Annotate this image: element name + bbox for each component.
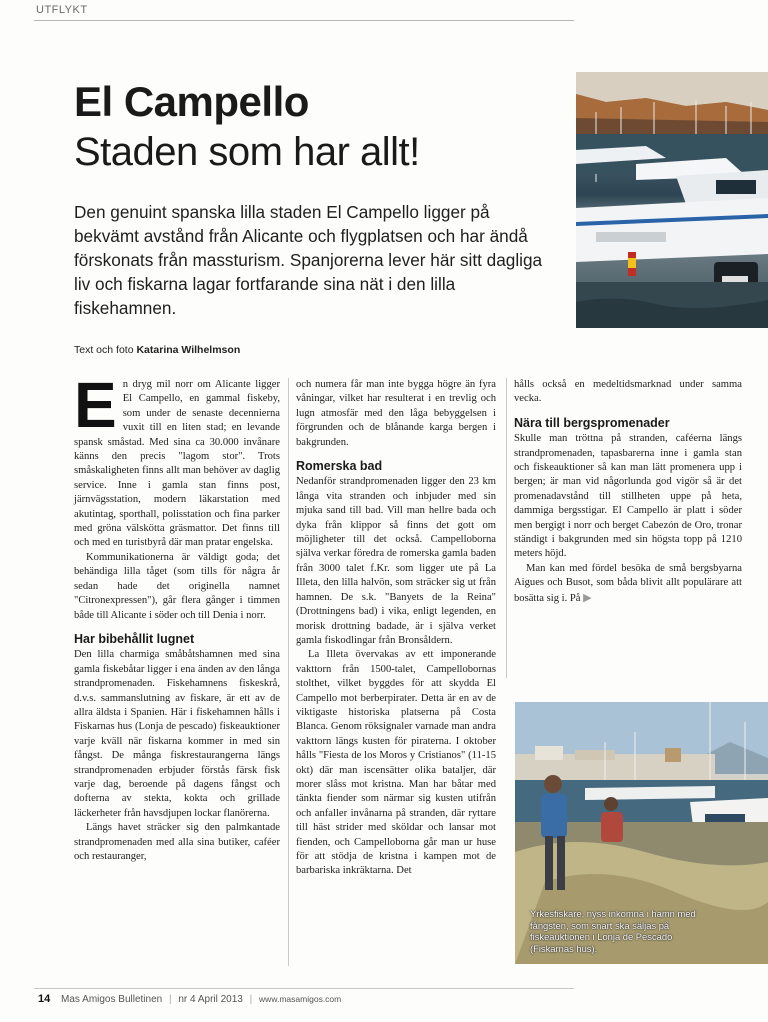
subheadline: Staden som har allt! <box>74 130 420 174</box>
byline-prefix: Text och foto <box>74 344 134 356</box>
marina-photo <box>576 72 768 328</box>
headline: El Campello <box>74 78 309 125</box>
article-column-2 <box>296 378 496 879</box>
subheading: Har bibehållit lugnet <box>74 631 195 646</box>
paragraph: Skulle man tröttna på stranden, caféerna längs strandpromenaden, tapasbarerna inne i gamla stan och fiskeauktioner så kan man lätt promenera upp i bergen; är man vid någorlunda god vigör så är det promenadavstånd till stillheten uppe på heta, dammiga bergsstigar. El Campello är platt i söder men bergigt i norr och berget Cabezón de Oro, tronar ständigt i bakgrunden med sin högsta topp på 1210 meters höjd. <box>514 433 742 560</box>
page-number: 14 <box>38 993 51 1005</box>
paragraph: La Illeta övervakas av ett imponerande vakttorn från 1500-talet, Campellobornas stolthet, vilket byggdes för att skydda El Campello mot berberpirater. Detta är en av de viktigaste historiska platserna på Costa Blanca. Genom röksignaler varnade man andra vakttorn längs kusten för piraterna. I oktober hålls "Fiesta de los Moros y Cristianos" (11-15 okt) där man iscensätter olika bataljer, där morer slåss mot kristna. Man har båtar med tänkta fiender som närmar sig kusten utifrån och anfaller invånarna på stranden, där ryttare till häst strider med sköldar och lansar mot fienden, och Campelloborna går man ur huse för att stödja de kristna i kampen mot de barbariska inkräktarna. Det <box>296 649 496 877</box>
paragraph: Nedanför strandpromenaden ligger den 23 km långa vita stranden och inbjuder med sin mjuka sand till bad. Vill man hellre bada och dyka från klippor så finns det gott om möjligheter till det också. Campelloborna själva verkar föredra de romerska gamla baden från 3000 talet f.Kr. som ligger ute på La Illeta, den lilla halvön, som sträcker sig ut från hamnen. De s.k. "Banyets de la Reina" (Drottningens bad) i vika, enligt legenden, en morisk drottning badade, är i själva verket gamla fiskodlingar från Bronsåldern. <box>296 476 496 646</box>
issue-info: nr 4 April 2013 <box>178 994 243 1005</box>
section-tag: UTFLYKT <box>36 4 88 16</box>
website-url: www.masamigos.com <box>259 994 342 1004</box>
paragraph: och numera får man inte bygga högre än fyra våningar, vilket har resulterat i en trevlig och lugn atmosfär med den låga bebyggelsen i förgrunden och de blånande karga bergen i bakgrunden. <box>296 379 496 448</box>
paragraph: Längs havet sträcker sig den palmkantade strandpromenaden med alla sina butiker, caféer och restauranger, <box>74 822 280 862</box>
paragraph <box>74 369 280 551</box>
drop-cap: E <box>74 369 117 441</box>
paragraph <box>514 562 742 606</box>
byline <box>74 344 240 356</box>
magazine-name: Mas Amigos Bulletinen <box>61 994 163 1005</box>
byline-author: Katarina Wilhelmson <box>136 344 241 356</box>
footer-separator: | <box>168 994 172 1005</box>
continue-arrow-icon: ▶ <box>583 591 592 604</box>
paragraph-text: n dryg mil norr om Alicante ligger El Campello, en gammal fiskeby, som under de senaste decennierna vuxit till en liten stad; en levande spansk småstad. Med sina ca 30.000 invånare känns den precis "lagom stor". Trots småskaligheten finns allt man behöver av daglig service. Inne i gamla stan finns post, järnvägsstation, modern läkarstation med akutintag, sporthall, polisstation och fina parker med gröna välskötta gräsmattor. Det finns till och med en turistbyrå där man pratar engelska. <box>74 379 280 549</box>
paragraph: Den lilla charmiga småbåtshamnen med sina gamla fiskebåtar ligger i ena änden av den långa strandpromenaden. Fiskehamnens fiskeskrå, d.v.s. sammanslutning av fiskare, är ett av de allra äldsta i Spanien. Här i fiskehamnen hålls i Fiskarnas hus (Lonja de pescado) fiskeauktioner varje kväll när fiskarna kommer in med sin fångst. De många fiskrestaurangerna längs strandpromenaden erbjuder förstås färsk fisk varje dag, beroende på dagens fångst och dofterna av stekta, kokta och grillade läckerheter från havsdjupen lockar flanörerna. <box>74 649 280 819</box>
photo-caption: Yrkesfiskare, nyss inkomna i hamn med fångsten, som snart ska säljas på fiskeauktionen i Lonja de Pescado (Fiskarnas hus). <box>530 908 696 954</box>
footer-separator: | <box>249 994 253 1005</box>
paragraph: hålls också en medeltidsmarknad under samma vecka. <box>514 379 742 405</box>
paragraph-text: Man kan med fördel besöka de små bergsbyarna Aigues och Busot, som båda blivit allt populärare att bosätta sig i. På <box>514 562 742 604</box>
column-divider <box>506 378 507 678</box>
paragraph: Kommunikationerna är väldigt goda; det behändiga lilla tåget (som tills för några år sedan hade det originella namnet "Citronexpressen"), går flera gånger i timmen både till Alicante i söder och till Denia i norr. <box>74 551 280 621</box>
lead-paragraph: Den genuint spanska lilla staden El Campello ligger på bekvämt avstånd från Alicante och flygplatsen och har ändå förskonats från massturism. Spanjorerna lever här sitt dagliga liv och fiskarna lagar fortfarande sina nät i den lilla fiskehamnen. <box>74 202 543 318</box>
footer-divider <box>34 988 574 989</box>
column-divider <box>288 378 289 966</box>
top-divider <box>34 20 574 21</box>
article-column-1 <box>74 369 280 864</box>
article-column-3 <box>514 378 742 606</box>
page-footer <box>38 993 341 1005</box>
subheading: Romerska bad <box>296 459 383 474</box>
subheading: Nära till bergspromenader <box>514 415 670 430</box>
